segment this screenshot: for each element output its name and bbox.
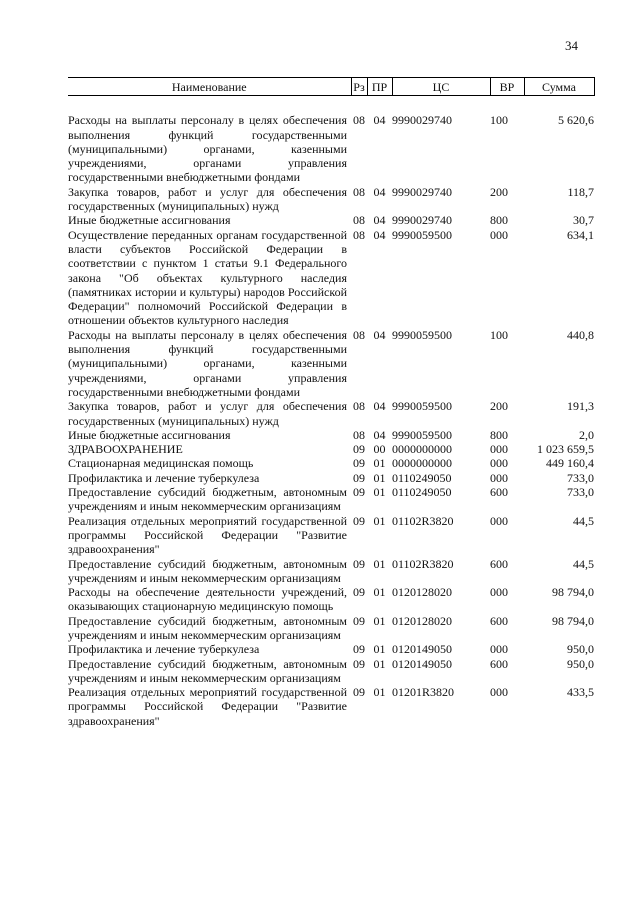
row-name: Стационарная медицинская помощь xyxy=(68,456,254,471)
row-name: Профилактика и лечение туберкулеза xyxy=(68,642,260,657)
table-row xyxy=(68,399,594,428)
row-name: Закупка товаров, работ и услуг для обеспечения государственных (муниципальных) нужд xyxy=(68,184,347,214)
row-pr: 01 xyxy=(373,485,386,500)
row-pr: 01 xyxy=(373,613,386,628)
row-rz: 08 xyxy=(353,427,365,442)
row-pr: 01 xyxy=(373,656,386,671)
row-pr: 04 xyxy=(373,213,386,228)
row-cs: 0110249050 xyxy=(392,485,452,500)
table-row xyxy=(68,485,594,514)
row-pr: 04 xyxy=(373,427,386,442)
row-cs: 01201R3820 xyxy=(392,685,455,700)
row-rz: 08 xyxy=(353,227,365,242)
header-pr: ПР xyxy=(367,78,392,96)
row-name: Расходы на обеспечение деятельности учреждений, оказывающих стационарную медицинскую помощь xyxy=(68,585,347,614)
row-sum: 733,0 xyxy=(567,470,594,485)
page-number: 34 xyxy=(565,38,578,53)
row-rz: 08 xyxy=(353,213,365,228)
table-row xyxy=(68,685,594,728)
row-name: Расходы на выплаты персоналу в целях обеспечения выполнения функций государственными (муниципальными) органами, казенными учреждениями, органами управления государственными внебюджетными фондами xyxy=(68,113,347,185)
row-name: Предоставление субсидий бюджетным, автономным учреждениям и иным некоммерческим организациям xyxy=(68,613,347,642)
row-sum: 449 160,4 xyxy=(546,456,594,471)
row-sum: 44,5 xyxy=(573,513,594,528)
row-pr: 04 xyxy=(373,399,386,414)
table-header xyxy=(68,78,594,96)
header-rz: Рз xyxy=(351,78,367,96)
row-rz: 09 xyxy=(353,642,365,657)
row-name: Иные бюджетные ассигнования xyxy=(68,427,231,442)
row-rz: 09 xyxy=(353,456,365,471)
row-sum: 191,3 xyxy=(567,399,594,414)
row-name: Предоставление субсидий бюджетным, автономным учреждениям и иным некоммерческим организациям xyxy=(68,485,347,514)
row-sum: 950,0 xyxy=(567,656,594,671)
row-rz: 09 xyxy=(353,513,365,528)
table-row xyxy=(68,585,594,614)
table-row xyxy=(68,471,594,485)
header-sum: Сумма xyxy=(524,78,594,96)
row-vr: 600 xyxy=(490,556,508,571)
row-rz: 08 xyxy=(353,327,365,342)
row-sum: 634,1 xyxy=(567,227,594,242)
row-vr: 200 xyxy=(490,399,508,414)
row-name: Реализация отдельных мероприятий государственной программы Российской Федерации "Развитие здравоохранения" xyxy=(68,513,347,557)
header-name: Наименование xyxy=(68,78,351,96)
row-name: Предоставление субсидий бюджетным, автономным учреждениям и иным некоммерческим организациям xyxy=(68,656,347,685)
row-rz: 09 xyxy=(353,585,365,600)
row-name: Иные бюджетные ассигнования xyxy=(68,213,231,228)
row-pr: 04 xyxy=(373,184,386,199)
row-sum: 733,0 xyxy=(567,485,594,500)
table-row xyxy=(68,657,594,686)
row-vr: 800 xyxy=(490,427,508,442)
row-vr: 000 xyxy=(490,456,508,471)
table-body xyxy=(68,96,594,728)
row-rz: 08 xyxy=(353,399,365,414)
table-row xyxy=(68,442,594,456)
row-name: Реализация отдельных мероприятий государственной программы Российской Федерации "Развитие здравоохранения" xyxy=(68,685,347,728)
row-rz: 09 xyxy=(353,613,365,628)
table-row xyxy=(68,96,594,185)
table-row xyxy=(68,614,594,643)
row-vr: 000 xyxy=(490,513,508,528)
row-sum: 118,7 xyxy=(567,184,594,199)
row-cs: 01102R3820 xyxy=(392,513,454,528)
row-sum: 5 620,6 xyxy=(558,113,594,128)
table-row xyxy=(68,213,594,227)
row-pr: 01 xyxy=(373,470,386,485)
row-cs: 9990029740 xyxy=(392,184,452,199)
table-row xyxy=(68,557,594,586)
row-cs: 0120128020 xyxy=(392,585,452,600)
row-sum: 2,0 xyxy=(579,427,594,442)
row-cs: 0120149050 xyxy=(392,656,452,671)
row-cs: 01102R3820 xyxy=(392,556,454,571)
row-cs: 9990059500 xyxy=(392,227,452,242)
row-rz: 09 xyxy=(353,470,365,485)
row-sum: 440,8 xyxy=(567,327,594,342)
header-cs: ЦС xyxy=(392,78,490,96)
row-vr: 800 xyxy=(490,213,508,228)
row-pr: 04 xyxy=(373,227,386,242)
row-sum: 433,5 xyxy=(567,685,594,700)
row-pr: 01 xyxy=(373,585,386,600)
row-vr: 100 xyxy=(490,327,508,342)
row-sum: 1 023 659,5 xyxy=(537,442,594,457)
row-sum: 44,5 xyxy=(573,556,594,571)
row-rz: 09 xyxy=(353,556,365,571)
row-pr: 04 xyxy=(373,327,386,342)
row-rz: 09 xyxy=(353,656,365,671)
row-cs: 0110249050 xyxy=(392,470,452,485)
table-row xyxy=(68,185,594,214)
row-vr: 000 xyxy=(490,227,508,242)
table-row xyxy=(68,328,594,399)
row-pr: 04 xyxy=(373,113,386,128)
row-rz: 09 xyxy=(353,442,365,457)
row-name: Закупка товаров, работ и услуг для обеспечения государственных (муниципальных) нужд xyxy=(68,399,347,428)
row-name: Расходы на выплаты персоналу в целях обеспечения выполнения функций государственными (муниципальными) органами, казенными учреждениями, органами управления государственными внебюджетными фондами xyxy=(68,327,347,399)
row-pr: 01 xyxy=(373,642,386,657)
row-vr: 000 xyxy=(490,470,508,485)
row-vr: 000 xyxy=(490,442,508,457)
row-rz: 09 xyxy=(353,485,365,500)
row-vr: 100 xyxy=(490,113,508,128)
row-cs: 0120128020 xyxy=(392,613,452,628)
row-rz: 09 xyxy=(353,685,365,700)
row-cs: 9990059500 xyxy=(392,399,452,414)
row-vr: 600 xyxy=(490,485,508,500)
row-pr: 00 xyxy=(373,442,386,457)
row-name: Осуществление переданных органам государственной власти субъектов Российской Федерации в соответствии с пунктом 1 статьи 9.1 Федерального закона "Об объектах культурного наследия (памятниках истории и культуры) народов Российской Федерации" полномочий Российской Федерации в отношении объектов культурного наследия xyxy=(68,227,347,328)
row-cs: 0000000000 xyxy=(392,456,452,471)
row-vr: 600 xyxy=(490,613,508,628)
row-vr: 600 xyxy=(490,656,508,671)
row-sum: 30,7 xyxy=(573,213,594,228)
row-name: ЗДРАВООХРАНЕНИЕ xyxy=(68,442,183,457)
row-cs: 9990059500 xyxy=(392,427,452,442)
table-row xyxy=(68,642,594,656)
row-vr: 000 xyxy=(490,642,508,657)
row-pr: 01 xyxy=(373,685,386,700)
row-cs: 0120149050 xyxy=(392,642,452,657)
header-vr: ВР xyxy=(490,78,524,96)
row-vr: 000 xyxy=(490,685,508,700)
row-vr: 000 xyxy=(490,585,508,600)
row-vr: 200 xyxy=(490,184,508,199)
row-name: Профилактика и лечение туберкулеза xyxy=(68,470,260,485)
budget-table xyxy=(68,77,595,728)
row-cs: 9990059500 xyxy=(392,327,452,342)
row-cs: 9990029740 xyxy=(392,213,452,228)
row-rz: 08 xyxy=(353,184,365,199)
row-pr: 01 xyxy=(373,556,386,571)
table-row xyxy=(68,228,594,328)
row-pr: 01 xyxy=(373,456,386,471)
row-name: Предоставление субсидий бюджетным, автономным учреждениям и иным некоммерческим организациям xyxy=(68,556,347,585)
row-sum: 98 794,0 xyxy=(552,585,594,600)
row-sum: 950,0 xyxy=(567,642,594,657)
table-row xyxy=(68,456,594,470)
row-cs: 9990029740 xyxy=(392,113,452,128)
row-cs: 0000000000 xyxy=(392,442,452,457)
table-row xyxy=(68,428,594,442)
row-sum: 98 794,0 xyxy=(552,613,594,628)
row-pr: 01 xyxy=(373,513,386,528)
table-row xyxy=(68,514,594,557)
row-rz: 08 xyxy=(353,113,365,128)
